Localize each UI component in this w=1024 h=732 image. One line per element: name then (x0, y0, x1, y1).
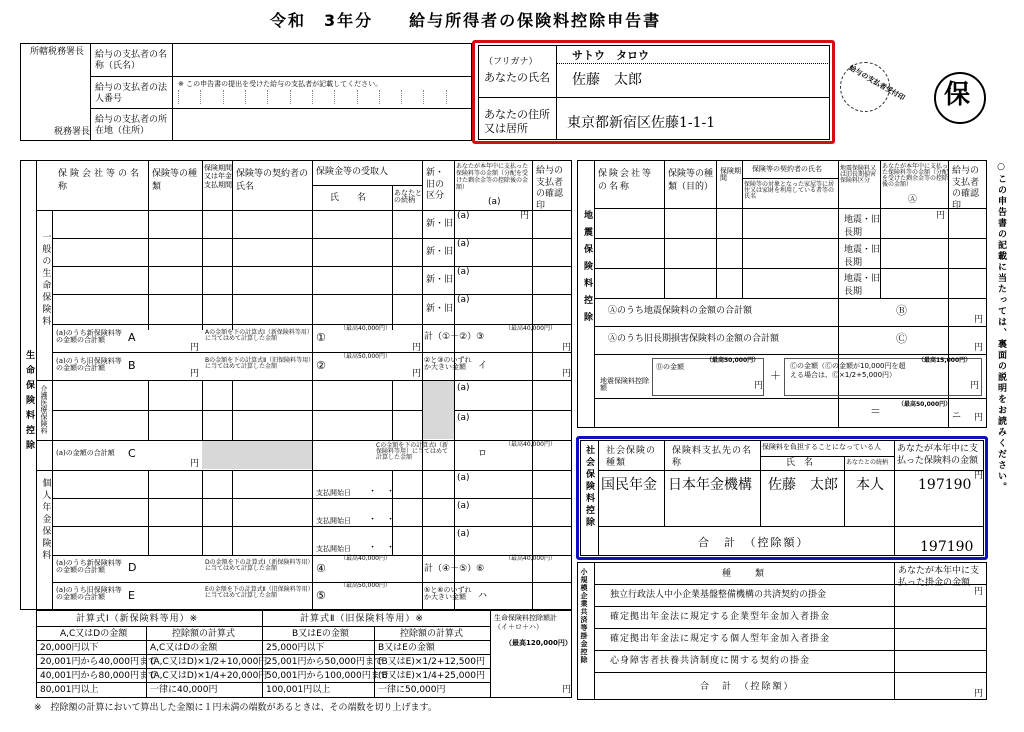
shaded-cell (423, 381, 454, 439)
formula-cell: 80,001円以上 (40, 685, 99, 695)
col-relation: あなたとの続柄 (394, 189, 422, 204)
eq-col-company: 保険会社等の名称 (598, 169, 654, 192)
a-cell[interactable]: (a) (457, 211, 470, 221)
new-old-cell[interactable]: 新・旧 (426, 275, 454, 285)
social-total-label: 合 計 （控除額） (698, 536, 810, 549)
a-cell[interactable]: (a) (457, 239, 470, 249)
office-label: 所轄税務署長 (30, 47, 85, 57)
social-amount-value[interactable]: 197190 (918, 477, 972, 493)
small-item: 心身障害者扶養共済制度に関する契約の掛金 (610, 656, 811, 666)
general-label: 一般の生命保険料 (40, 232, 51, 328)
formula-cell: 40,001円から80,000円まで (40, 671, 157, 681)
applicant-address-value[interactable]: 東京都新宿区佐藤1-1-1 (567, 115, 716, 131)
date-dots[interactable]: ・ ・ (368, 487, 396, 497)
mark-i: イ (478, 361, 488, 371)
eq-b-amount-label: Ⓑの金額 (656, 363, 684, 371)
social-side-label: 社会保険料控除 (584, 445, 594, 529)
col-contractor: 保険等の契約者の氏名 (236, 169, 309, 192)
formula-ii-title: 計算式Ⅱ（旧保険料等用）※ (300, 614, 424, 624)
yen-unit: 円 (562, 369, 572, 379)
eq-c-label: Ⓐのうち旧長期損害保険料の金額の合計額 (608, 334, 780, 344)
formula-col2: 控除額の計算式 (172, 629, 236, 639)
formula-col1: A,C又はDの金額 (60, 629, 128, 639)
eq-class-cell[interactable]: 地震・旧長期 (844, 215, 881, 238)
col-new-old: 新・旧の区分 (426, 168, 445, 202)
eq-class-cell[interactable]: 地震・旧長期 (844, 245, 881, 268)
small-side-label: 小規模企業共済等掛金控除 (580, 568, 588, 664)
eq-max50: （最高50,000円） (898, 401, 952, 408)
date-dots[interactable]: ・ ・ (368, 543, 396, 553)
max50: （最高50,000円） (340, 353, 391, 360)
small-item: 確定拠出年金法に規定する個人型年金加入者掛金 (610, 634, 831, 644)
footnote: ※ 控除額の計算において算出した金額に１円未満の端数があるときは、その端数を切り上げます。 (34, 703, 437, 713)
yen-unit: 円 (190, 369, 200, 379)
max40: （最高40,000円） (505, 325, 556, 332)
yen-unit: 円 (190, 343, 200, 353)
insurance-mark: 保 (944, 80, 971, 110)
max40: （最高40,000円） (340, 555, 391, 562)
max40: （最高40,000円） (340, 325, 391, 332)
letter-d: D (128, 561, 137, 574)
eq-col-target: 保険等の対象となった家屋等に居住又は家財を利用している者等の氏名 (744, 181, 835, 200)
formula-c-label: Cの金額を下の計算式Ⅰ（新保険料等用）に当てはめて計算した金額 (376, 442, 449, 461)
social-kind-value[interactable]: 国民年金 (601, 477, 657, 493)
side-note: ○この申告書の記載に当たっては、裏面の説明をお読みください。 (996, 162, 1006, 493)
social-col-burden: 保険料を負担することになっている人 (762, 443, 881, 451)
eq-max15: （最高15,000円） (918, 357, 972, 364)
yen-unit: 円 (970, 381, 980, 391)
formula-cell: (A,C又はD)×1/4+20,000円 (150, 671, 268, 681)
formula-cell: 50,001円から100,000円まで (266, 671, 389, 681)
eq-c-mark: Ⓒ (896, 332, 907, 345)
social-highlight-blue (576, 436, 988, 560)
a-cell[interactable]: (a) (457, 383, 470, 393)
sum12-label: 計（①＋②）③ (424, 332, 485, 342)
life-side-label: 生命保険料控除 (24, 350, 34, 455)
eq-col-confirm: 給与の支払者の確認印 (952, 166, 980, 212)
form-title: 令和 3年分 給与所得者の保険料控除申告書 (270, 11, 662, 30)
furigana-label: （フリガナ） (484, 57, 538, 67)
eq-ni: ニ (952, 411, 962, 421)
a-cell[interactable]: (a) (457, 295, 470, 305)
applicant-name-value[interactable]: 佐藤 太郎 (572, 72, 642, 88)
yen-unit: 円 (412, 369, 422, 379)
max40: （最高40,000円） (505, 441, 556, 448)
pension-label: 個人年金保険料 (40, 478, 51, 562)
eq-c-formula: Ⓒの金額（Ⓒの金額が10,000円を超える場合は、Ⓒ×1/2+5,000円） (790, 362, 906, 379)
formula-cell: 20,000円以下 (40, 643, 99, 653)
social-col-amount: あなたが本年中に支払った保険料の金額 (897, 444, 979, 466)
payer-number-label: 給与の支払者の法人番号 (95, 83, 168, 105)
col-a-mark: (a) (488, 197, 501, 207)
yen-unit: 円 (974, 471, 984, 481)
eq-class-cell[interactable]: 地震・旧長期 (844, 274, 881, 297)
formula-cell: (A,C又はD)×1/2+10,000円 (150, 657, 268, 667)
col-recipient-name: 氏 名 (330, 193, 367, 203)
social-col-kind: 社会保険の種類 (606, 446, 657, 468)
formula-cell: 一律に40,000円 (150, 685, 218, 695)
eq-sign: ＝ (870, 405, 881, 418)
new-old-cell[interactable]: 新・旧 (426, 304, 454, 314)
life-total-label: 生命保険料控除額計（イ＋ロ＋ハ） (494, 614, 557, 632)
eq-col-period: 保険期間 (720, 167, 741, 182)
eq-col-kind: 保険等の種類（目的） (668, 169, 714, 192)
social-payee-value[interactable]: 日本年金機構 (668, 477, 752, 493)
d-new-label: (a)のうち新保険料等の金額の合計額 (56, 559, 122, 574)
yen-unit: 円 (974, 689, 984, 699)
letter-e: E (128, 589, 135, 602)
pension-start: 支払開始日 (316, 489, 351, 497)
sum45-label: 計（④＋⑤）⑥ (424, 564, 485, 574)
applicant-address-label: あなたの住所又は居所 (484, 108, 550, 135)
yen-unit: 円 (974, 315, 984, 325)
corporate-number-cells[interactable] (178, 90, 468, 104)
eq-b-mark: Ⓑ (896, 304, 907, 317)
yen-unit: 円 (520, 211, 530, 221)
formula2-label: Bの金額を下の計算式Ⅱ（旧保険料等用）に当てはめて計算した金額 (205, 357, 312, 370)
social-relation-value[interactable]: 本人 (856, 477, 884, 493)
choose23-label: ②と③のいずれか大きい金額 (424, 356, 472, 371)
formula-col4: 控除額の計算式 (400, 629, 464, 639)
formula-cell: 一律に50,000円 (378, 685, 446, 695)
letter-b: B (128, 359, 136, 372)
formula-e-label: Eの金額を下の計算式Ⅱ（旧保険料等用）に当てはめて計算した金額 (205, 586, 311, 599)
shaded-cell (202, 441, 312, 469)
col-kind: 保険等の種類 (152, 169, 198, 192)
formula-d-label: Dの金額を下の計算式Ⅰ（新保険料等用）に当てはめて計算した金額 (205, 559, 311, 572)
col-amount-a: あなたが本年中に支払った保険料等の金額（分配を受けた剰余金等の控除後の金額） (456, 163, 529, 191)
c-label: (a)の金額の合計額 (56, 449, 115, 457)
col-recipient: 保険金等の受取人 (316, 167, 389, 177)
choose56-label: ⑤と⑥のいずれか大きい金額 (424, 586, 472, 601)
formula-cell: 25,000円以下 (266, 643, 325, 653)
yen-unit: 円 (936, 211, 946, 221)
life-insurance-box (20, 160, 572, 610)
max120: （最高120,000円） (505, 639, 572, 647)
yen-unit: 円 (974, 413, 984, 423)
formula-col3: B又はEの金額 (292, 629, 349, 639)
date-dots[interactable]: ・ ・ (368, 515, 396, 525)
a-cell[interactable]: (a) (457, 501, 470, 511)
col-period: 保険期間又は年金支払期間 (204, 164, 232, 189)
col-confirm: 給与の支払者の確認印 (536, 166, 564, 212)
small-item: 確定拠出年金法に規定する企業型年金加入者掛金 (610, 612, 831, 622)
small-total-label: 合 計 （控除額） (700, 682, 795, 692)
applicant-highlight-red (472, 40, 835, 144)
letter-a: A (128, 331, 136, 344)
small-item: 独立行政法人中小企業基盤整備機構の共済契約の掛金 (610, 590, 827, 600)
new-old-cell[interactable]: 新・旧 (426, 247, 454, 257)
b-old-label: (a)のうち旧保険料等の金額の合計額 (56, 357, 122, 372)
a-cell[interactable]: (a) (457, 529, 470, 539)
formula-i-title: 計算式Ⅰ（新保険料等用）※ (76, 614, 199, 624)
yen-unit: 円 (754, 381, 764, 391)
payer-address-label: 給与の支払者の所在地（住所） (95, 115, 168, 137)
a-cell[interactable]: (a) (457, 413, 470, 423)
letter-c: C (128, 447, 136, 460)
max40: （最高40,000円） (505, 555, 556, 562)
pension-start: 支払開始日 (316, 517, 351, 525)
new-old-cell[interactable]: 新・旧 (426, 219, 454, 229)
e-old-label: (a)のうち旧保険料等の金額の合計額 (56, 586, 122, 601)
formula-cell: 100,001円以上 (266, 685, 331, 695)
small-col-kind: 種 類 (722, 569, 767, 579)
tax-office-label: 税務署長 (54, 127, 91, 137)
social-total-value[interactable]: 197190 (920, 539, 974, 555)
max50: （最高50,000円） (340, 582, 391, 589)
eq-max50: （最高50,000円） (706, 357, 760, 364)
earthquake-side-label: 地震保険料控除 (582, 210, 592, 329)
yen-unit: 円 (974, 587, 984, 597)
yen-unit: 円 (190, 459, 200, 469)
formula-cell: 25,001円から50,000円まで (266, 657, 383, 667)
eq-col-amount-mark: Ⓐ (908, 195, 918, 205)
formula-cell: 20,001円から40,000円まで (40, 657, 157, 667)
formula-cell: (B又はE)×1/2+12,500円 (378, 657, 485, 667)
mark-ha: ハ (478, 591, 488, 601)
social-name-value[interactable]: 佐藤 太郎 (768, 477, 838, 493)
eq-b-label: Ⓐのうち地震保険料の金額の合計額 (608, 306, 753, 316)
furigana-value[interactable]: サトウ タロウ (572, 49, 649, 62)
eq-col-amount: あなたが本年中に支払った保険料等の金額（分配を受けた剰余金等の控除後の金額） (882, 163, 949, 188)
small-col-amount: あなたが本年中に支払った掛金の金額 (898, 566, 980, 588)
yen-unit: 円 (412, 343, 422, 353)
applicant-name-label: あなたの氏名 (484, 71, 550, 84)
a-new-label: (a)のうち新保険料等の金額の合計額 (56, 329, 122, 344)
eq-col-class: 地震保険料又は旧長期損害保険料区分 (840, 165, 877, 184)
yen-unit: 円 (562, 685, 572, 695)
yen-unit: 円 (562, 343, 572, 353)
social-col-name: 氏 名 (786, 458, 814, 468)
pension-start: 支払開始日 (316, 545, 351, 553)
formula1-label: Aの金額を下の計算式Ⅰ（新保険料等用）に当てはめて計算した金額 (205, 329, 313, 342)
mark-ro: ロ (478, 449, 488, 459)
a-cell[interactable]: (a) (457, 473, 470, 483)
eq-col-contractor: 保険等の契約者の氏名 (752, 165, 822, 173)
a-cell[interactable]: (a) (457, 267, 470, 277)
formula-cell: (B又はE)×1/4+25,000円 (378, 671, 485, 681)
formula-cell: B又はEの金額 (378, 643, 435, 653)
formula-cell: A,C又はDの金額 (150, 643, 218, 653)
social-col-payee: 保険料支払先の名称 (672, 446, 753, 468)
eq-deduct-label: 地震保険料控除額 (600, 377, 649, 392)
social-col-relation: あなたとの続柄 (846, 459, 889, 466)
yen-unit: 円 (974, 343, 984, 353)
col-company: 保険会社等の名称 (58, 169, 143, 192)
plus-sign: ＋ (770, 369, 781, 382)
care-label: 介護医療保険料 (40, 385, 49, 434)
payer-name-label: 給与の支払者の名称（氏名） (95, 50, 168, 72)
payer-stamp-text: 給与の支払者受付印 (847, 63, 907, 103)
payer-number-note: ※ この申告書の提出を受けた給与の支払者が記載してください。 (178, 80, 383, 88)
